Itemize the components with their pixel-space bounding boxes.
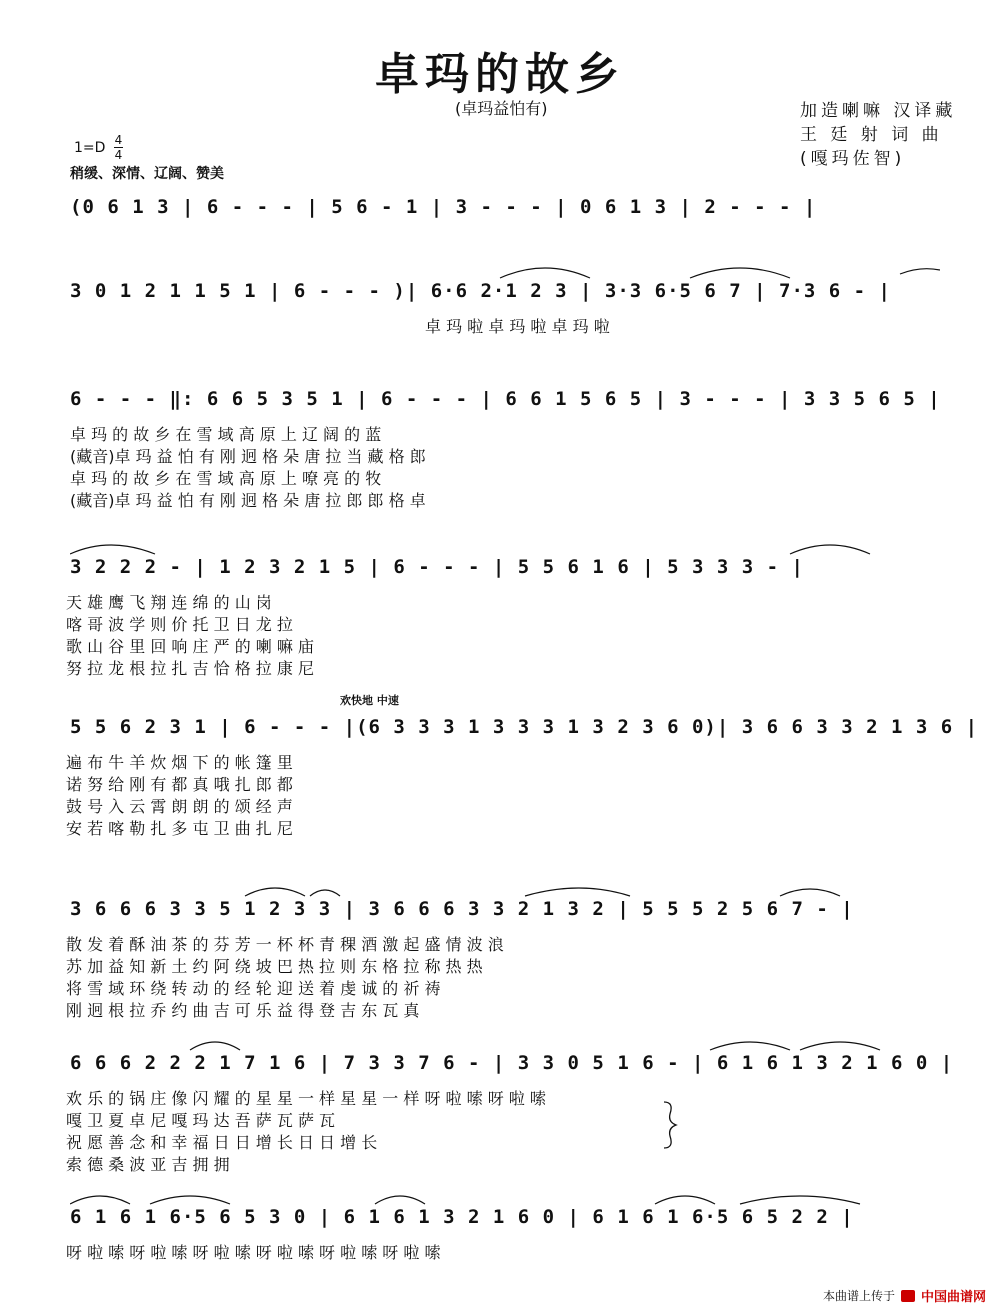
- footer-upload-text: 本曲谱上传于: [822, 1289, 895, 1303]
- lyric-row-7-1: 欢 乐 的 锅 庄 像 闪 耀 的 星 星 一 样 星 星 一 样 呀 啦 嗦 呀 啦 嗦: [66, 1089, 546, 1108]
- lyric-row-4-2: 喀 哥 波 学 则 价 托 卫 日 龙 拉: [66, 615, 293, 634]
- slur-row-4: [70, 536, 940, 558]
- lyric-row-8-1: 呀 啦 嗦 呀 啦 嗦 呀 啦 嗦 呀 啦 嗦 呀 啦 嗦 呀 啦 嗦: [66, 1243, 441, 1262]
- slur-row-2: [470, 258, 940, 282]
- song-subtitle: (卓玛益怕有): [455, 99, 548, 118]
- music-row-1: (0 6 1 3 | 6 - - - | 5 6 - 1 | 3 - - - | 0 6 1 3 | 2 - - - |: [70, 196, 817, 218]
- lyric-row-3-3: 卓 玛 的 故 乡 在 雪 域 高 原 上 嘹 亮 的 牧: [70, 469, 382, 488]
- music-row-7: 6 6 6 2 2 2 1 7 1 6 | 7 3 3 7 6 - | 3 3 0 5 1 6 - | 6 1 6 1 3 2 1 6 0 |: [70, 1052, 954, 1074]
- section-tempo: 欢快地 中速: [340, 694, 399, 707]
- credit-line-2: 王 廷 射 词 曲: [800, 125, 943, 145]
- music-row-5: 5 5 6 2 3 1 | 6 - - - |(6 3 3 3 1 3 3 3 1 3 2 3 6 0)| 3 6 6 3 3 2 1 3 6 |: [70, 716, 979, 738]
- time-bottom: 4: [114, 148, 123, 162]
- lyric-row-3-1: 卓 玛 的 故 乡 在 雪 域 高 原 上 辽 阔 的 蓝: [70, 425, 382, 444]
- credit-line-1: 加造喇嘛 汉译藏: [800, 101, 957, 121]
- lyric-row-5-1: 遍 布 牛 羊 炊 烟 下 的 帐 篷 里: [66, 753, 293, 772]
- lyric-row-2-1: 卓 玛 啦 卓 玛 啦 卓 玛 啦: [425, 317, 610, 336]
- lyric-row-4-3: 歌 山 谷 里 回 响 庄 严 的 喇 嘛 庙: [66, 637, 314, 656]
- slur-row-6: [70, 880, 940, 900]
- lyric-row-5-2: 诺 努 给 刚 有 都 真 哦 扎 郎 都: [66, 775, 293, 794]
- time-signature: [114, 134, 123, 161]
- key-signature: 1=D: [74, 140, 106, 156]
- brace: [662, 1100, 678, 1150]
- slur-row-7: [70, 1034, 940, 1054]
- music-row-4: 3 2 2 2 - | 1 2 3 2 1 5 | 6 - - - | 5 5 6 1 6 | 5 3 3 3 - |: [70, 556, 804, 578]
- music-row-3: 6 - - - ‖: 6 6 5 3 5 1 | 6 - - - | 6 6 1 5 6 5 | 3 - - - | 3 3 5 6 5 |: [70, 388, 941, 410]
- lyric-row-4-1: 天 雄 鹰 飞 翔 连 绵 的 山 岗: [66, 593, 272, 612]
- site-logo-icon: [901, 1290, 915, 1302]
- lyric-row-6-2: 苏 加 益 知 新 土 约 阿 绕 坡 巴 热 拉 则 东 格 拉 称 热 热: [66, 957, 483, 976]
- lyric-row-7-3: 祝 愿 善 念 和 幸 福 日 日 增 长 日 日 增 长: [66, 1133, 378, 1152]
- lyric-row-7-2: 嘎 卫 夏 卓 尼 嘎 玛 达 吾 萨 瓦 萨 瓦: [66, 1111, 336, 1130]
- song-title: 卓玛的故乡: [375, 49, 625, 100]
- lyric-row-6-4: 刚 迥 根 拉 乔 约 曲 吉 可 乐 益 得 登 吉 东 瓦 真: [66, 1001, 420, 1020]
- music-row-6: 3 6 6 6 3 3 5 1 2 3 3 | 3 6 6 6 3 3 2 1 3 2 | 5 5 5 2 5 6 7 - |: [70, 898, 854, 920]
- lyric-row-6-3: 将 雪 域 环 绕 转 动 的 经 轮 迎 送 着 虔 诚 的 祈 祷: [66, 979, 441, 998]
- lyric-row-5-3: 鼓 号 入 云 霄 朗 朗 的 颂 经 声: [66, 797, 293, 816]
- lyric-row-4-4: 努 拉 龙 根 拉 扎 吉 恰 格 拉 康 尼: [66, 659, 314, 678]
- music-row-8: 6 1 6 1 6·5 6 5 3 0 | 6 1 6 1 3 2 1 6 0 | 6 1 6 1 6·5 6 5 2 2 |: [70, 1206, 854, 1228]
- site-name[interactable]: 中国曲谱网: [920, 1290, 986, 1305]
- credit-line-3: (嘎玛佐智): [800, 149, 906, 169]
- lyric-row-5-4: 安 若 喀 勒 扎 多 屯 卫 曲 扎 尼: [66, 819, 293, 838]
- slur-row-8: [70, 1188, 940, 1208]
- lyric-row-7-4: 索 德 桑 波 亚 吉 拥 拥: [66, 1155, 230, 1174]
- tempo-marking: 稍缓、深情、辽阔、赞美: [70, 166, 224, 182]
- lyric-row-6-1: 散 发 着 酥 油 茶 的 芬 芳 一 杯 杯 青 稞 酒 激 起 盛 情 波 浪: [66, 935, 504, 954]
- time-top: 4: [114, 133, 123, 147]
- footer: [823, 1286, 986, 1305]
- music-row-2: 3 0 1 2 1 1 5 1 | 6 - - - )| 6·6 2·1 2 3 | 3·3 6·5 6 7 | 7·3 6 - |: [70, 280, 891, 302]
- lyric-row-3-2: (藏音)卓 玛 益 怕 有 刚 迥 格 朵 唐 拉 当 藏 格 郎: [70, 447, 426, 466]
- lyric-row-3-4: (藏音)卓 玛 益 怕 有 刚 迥 格 朵 唐 拉 郎 郎 格 卓: [70, 491, 426, 510]
